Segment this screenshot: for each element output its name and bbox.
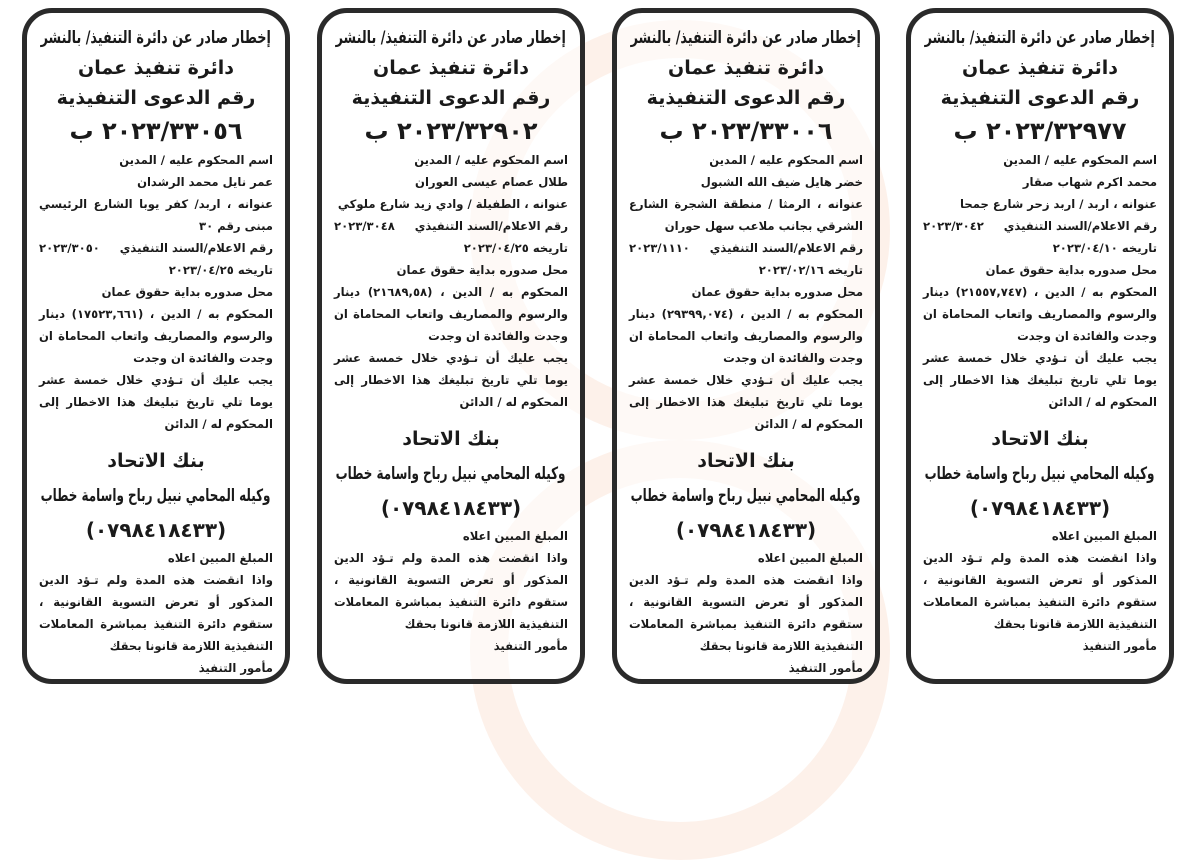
amount-prefix: المحكوم به / الدين ، [149, 307, 273, 321]
amount-prefix: المحكوم به / الدين ، [739, 307, 863, 321]
amount-prefix: المحكوم به / الدين ، [1033, 285, 1157, 299]
amount-paragraph [629, 303, 863, 369]
debt-amount: (٢١٥٥٧,٧٤٧) [955, 285, 1028, 299]
notice-header-line [629, 23, 863, 53]
debtor-label: اسم المحكوم عليه / المدين [119, 153, 273, 167]
amount-paragraph [334, 281, 568, 347]
notice-header-line [923, 23, 1157, 53]
case-label: رقم الدعوى التنفيذية [646, 87, 846, 109]
amount-suffix: دينار والرسوم والمصاريف واتعاب المحاماة ان وجدت والفائدة ان وجدت [39, 307, 273, 365]
lawyer-phone-line [923, 491, 1157, 525]
payment-instruction: يجب عليك أن تـؤدي خلال خمسة عشر يوما تلي تاريخ تبليغك هذا الاخطار إلى المحكوم له / الدائن [334, 351, 568, 409]
case-number-line [629, 113, 863, 149]
officer-signature: مأمور التنفيذ [493, 639, 568, 653]
case-label-line [923, 83, 1157, 113]
officer-signature: مأمور التنفيذ [198, 661, 273, 675]
creditor-bank-line [39, 443, 273, 479]
warning-text: واذا انقضت هذه المدة ولم تـؤد الدين المذكور أو تعرض التسوية القانونية ، ستقوم دائرة التنفيذ بمباشرة المعاملات التنفيذية اللازمة قانونا بحقك [334, 551, 568, 631]
lawyer-phone: (٠٧٩٨٤١٨٤٣٣) [380, 496, 522, 520]
issued-at: محل صدوره بداية حقوق عمان [985, 263, 1157, 277]
officer-signature: مأمور التنفيذ [1082, 639, 1157, 653]
case-label: رقم الدعوى التنفيذية [351, 87, 551, 109]
warning-text: واذا انقضت هذه المدة ولم تـؤد الدين المذكور أو تعرض التسوية القانونية ، ستقوم دائرة التنفيذ بمباشرة المعاملات التنفيذية اللازمة قانونا بحقك [39, 573, 273, 653]
lawyer-phone: (٠٧٩٨٤١٨٤٣٣) [969, 496, 1111, 520]
decree-date: ٢٠٢٣/٠٤/٢٥ [168, 263, 234, 277]
lawyer-phone-line [39, 513, 273, 547]
date-line [334, 237, 568, 259]
officer-signature: مأمور التنفيذ [788, 661, 863, 675]
decree-date: ٢٠٢٣/٠٤/١٠ [1052, 241, 1118, 255]
warning-text: واذا انقضت هذه المدة ولم تـؤد الدين المذكور أو تعرض التسوية القانونية ، ستقوم دائرة التنفيذ بمباشرة المعاملات التنفيذية اللازمة قانونا بحقك [923, 551, 1157, 631]
issued-at: محل صدوره بداية حقوق عمان [691, 285, 863, 299]
amount-stated: المبلغ المبين اعلاه [1051, 529, 1157, 543]
lawyer-name-line [39, 479, 273, 513]
amount-stated: المبلغ المبين اعلاه [167, 551, 273, 565]
notice-header-line [39, 23, 273, 53]
lawyer-phone: (٠٧٩٨٤١٨٤٣٣) [675, 518, 817, 542]
decree-label: رقم الاعلام/السند التنفيذي [119, 241, 273, 255]
case-label: رقم الدعوى التنفيذية [940, 87, 1140, 109]
case-number: ٢٠٢٣/٣٢٩٧٧ ب [953, 117, 1127, 145]
decree-number: ٢٠٢٣/٣٠٥٠ [39, 241, 100, 255]
date-label: تاريخه [827, 263, 863, 277]
department-name-line [923, 53, 1157, 83]
lawyer-name-line [334, 457, 568, 491]
decree-date: ٢٠٢٣/٠٢/١٦ [758, 263, 824, 277]
debt-amount: (٢١٦٨٩,٥٨) [367, 285, 433, 299]
creditor-bank: بنك الاتحاد [697, 450, 795, 472]
decree-label: رقم الاعلام/السند التنفيذي [1003, 219, 1157, 233]
lawyer-phone-line [334, 491, 568, 525]
execution-notice [317, 8, 585, 684]
case-label-line [39, 83, 273, 113]
decree-number: ٢٠٢٣/٣٠٤٨ [334, 219, 395, 233]
debtor-name: خضر هايل ضيف الله الشبول [700, 175, 863, 189]
creditor-bank-line [334, 421, 568, 457]
creditor-bank-line [923, 421, 1157, 457]
debt-amount: (١٧٥٢٣,٦٦١) [71, 307, 144, 321]
debtor-address: عنوانه ، اربد / اربد زحر شارع جمحا [960, 197, 1157, 211]
amount-stated: المبلغ المبين اعلاه [757, 551, 863, 565]
debtor-address: عنوانه ، اربد/ كفر يوبا الشارع الرئيسي مبنى رقم ٣٠ [39, 197, 273, 233]
case-number-line [923, 113, 1157, 149]
notice-header: إخطار صادر عن دائرة التنفيذ/ بالنشر [335, 28, 567, 48]
notice-header: إخطار صادر عن دائرة التنفيذ/ بالنشر [924, 28, 1156, 48]
case-number: ٢٠٢٣/٣٣٠٠٦ ب [659, 117, 833, 145]
case-number-line [334, 113, 568, 149]
department-name: دائرة تنفيذ عمان [667, 57, 825, 79]
amount-suffix: دينار والرسوم والمصاريف واتعاب المحاماة ان وجدت والفائدة ان وجدت [923, 285, 1157, 343]
debtor-label: اسم المحكوم عليه / المدين [709, 153, 863, 167]
date-line [39, 259, 273, 281]
notice-header-line [334, 23, 568, 53]
lawyer-name: وكيله المحامي نبيل رباح واسامة خطاب [925, 464, 1155, 484]
amount-paragraph [39, 303, 273, 369]
debtor-name: عمر نايل محمد الرشدان [137, 175, 273, 189]
creditor-bank: بنك الاتحاد [991, 428, 1089, 450]
amount-prefix: المحكوم به / الدين ، [440, 285, 568, 299]
decree-line [39, 237, 273, 259]
payment-instruction: يجب عليك أن تـؤدي خلال خمسة عشر يوما تلي تاريخ تبليغك هذا الاخطار إلى المحكوم له / الدائن [629, 373, 863, 431]
decree-label: رقم الاعلام/السند التنفيذي [414, 219, 568, 233]
debtor-address: عنوانه ، الرمثا / منطقة الشجرة الشارع الشرقي بجانب ملاعب سهل حوران [629, 197, 863, 233]
amount-stated: المبلغ المبين اعلاه [462, 529, 568, 543]
department-name-line [39, 53, 273, 83]
decree-number: ٢٠٢٣/٣٠٤٢ [923, 219, 984, 233]
case-label-line [629, 83, 863, 113]
case-number-line [39, 113, 273, 149]
lawyer-phone-line [629, 513, 863, 547]
department-name: دائرة تنفيذ عمان [961, 57, 1119, 79]
execution-notice [22, 8, 290, 684]
case-label: رقم الدعوى التنفيذية [56, 87, 256, 109]
decree-line [334, 215, 568, 237]
debtor-name: محمد اكرم شهاب صقار [1022, 175, 1157, 189]
debtor-label: اسم المحكوم عليه / المدين [414, 153, 568, 167]
creditor-bank: بنك الاتحاد [107, 450, 205, 472]
debt-amount: (٢٩٣٩٩,٠٧٤) [661, 307, 734, 321]
case-label-line [334, 83, 568, 113]
payment-instruction: يجب عليك أن تـؤدي خلال خمسة عشر يوما تلي تاريخ تبليغك هذا الاخطار إلى المحكوم له / الدائن [923, 351, 1157, 409]
lawyer-name: وكيله المحامي نبيل رباح واسامة خطاب [41, 486, 271, 506]
lawyer-name-line [629, 479, 863, 513]
execution-notice [906, 8, 1174, 684]
date-label: تاريخه [237, 263, 273, 277]
department-name: دائرة تنفيذ عمان [77, 57, 235, 79]
lawyer-phone: (٠٧٩٨٤١٨٤٣٣) [85, 518, 227, 542]
debtor-label: اسم المحكوم عليه / المدين [1003, 153, 1157, 167]
decree-number: ٢٠٢٣/١١١٠ [629, 241, 690, 255]
department-name-line [629, 53, 863, 83]
date-label: تاريخه [532, 241, 568, 255]
notice-header: إخطار صادر عن دائرة التنفيذ/ بالنشر [630, 28, 862, 48]
amount-suffix: دينار والرسوم والمصاريف واتعاب المحاماة ان وجدت والفائدة ان وجدت [334, 285, 568, 343]
date-line [923, 237, 1157, 259]
debtor-address: عنوانه ، الطفيلة / وادي زيد شارع ملوكي [337, 197, 568, 211]
department-name: دائرة تنفيذ عمان [372, 57, 530, 79]
creditor-bank: بنك الاتحاد [402, 428, 500, 450]
department-name-line [334, 53, 568, 83]
lawyer-name: وكيله المحامي نبيل رباح واسامة خطاب [631, 486, 861, 506]
date-label: تاريخه [1121, 241, 1157, 255]
amount-paragraph [923, 281, 1157, 347]
issued-at: محل صدوره بداية حقوق عمان [101, 285, 273, 299]
payment-instruction: يجب عليك أن تـؤدي خلال خمسة عشر يوما تلي تاريخ تبليغك هذا الاخطار إلى المحكوم له / الدائن [39, 373, 273, 431]
decree-label: رقم الاعلام/السند التنفيذي [709, 241, 863, 255]
decree-line [923, 215, 1157, 237]
execution-notice [612, 8, 880, 684]
warning-text: واذا انقضت هذه المدة ولم تـؤد الدين المذكور أو تعرض التسوية القانونية ، ستقوم دائرة التنفيذ بمباشرة المعاملات التنفيذية اللازمة قانونا بحقك [629, 573, 863, 653]
debtor-name: طلال عصام عيسى العوران [415, 175, 568, 189]
amount-suffix: دينار والرسوم والمصاريف واتعاب المحاماة ان وجدت والفائدة ان وجدت [629, 307, 863, 365]
issued-at: محل صدوره بداية حقوق عمان [396, 263, 568, 277]
case-number: ٢٠٢٣/٣٢٩٠٢ ب [364, 117, 538, 145]
date-line [629, 259, 863, 281]
case-number: ٢٠٢٣/٣٣٠٥٦ ب [69, 117, 243, 145]
creditor-bank-line [629, 443, 863, 479]
lawyer-name: وكيله المحامي نبيل رباح واسامة خطاب [336, 464, 566, 484]
notice-header: إخطار صادر عن دائرة التنفيذ/ بالنشر [40, 28, 272, 48]
decree-line [629, 237, 863, 259]
decree-date: ٢٠٢٣/٠٤/٢٥ [463, 241, 529, 255]
lawyer-name-line [923, 457, 1157, 491]
